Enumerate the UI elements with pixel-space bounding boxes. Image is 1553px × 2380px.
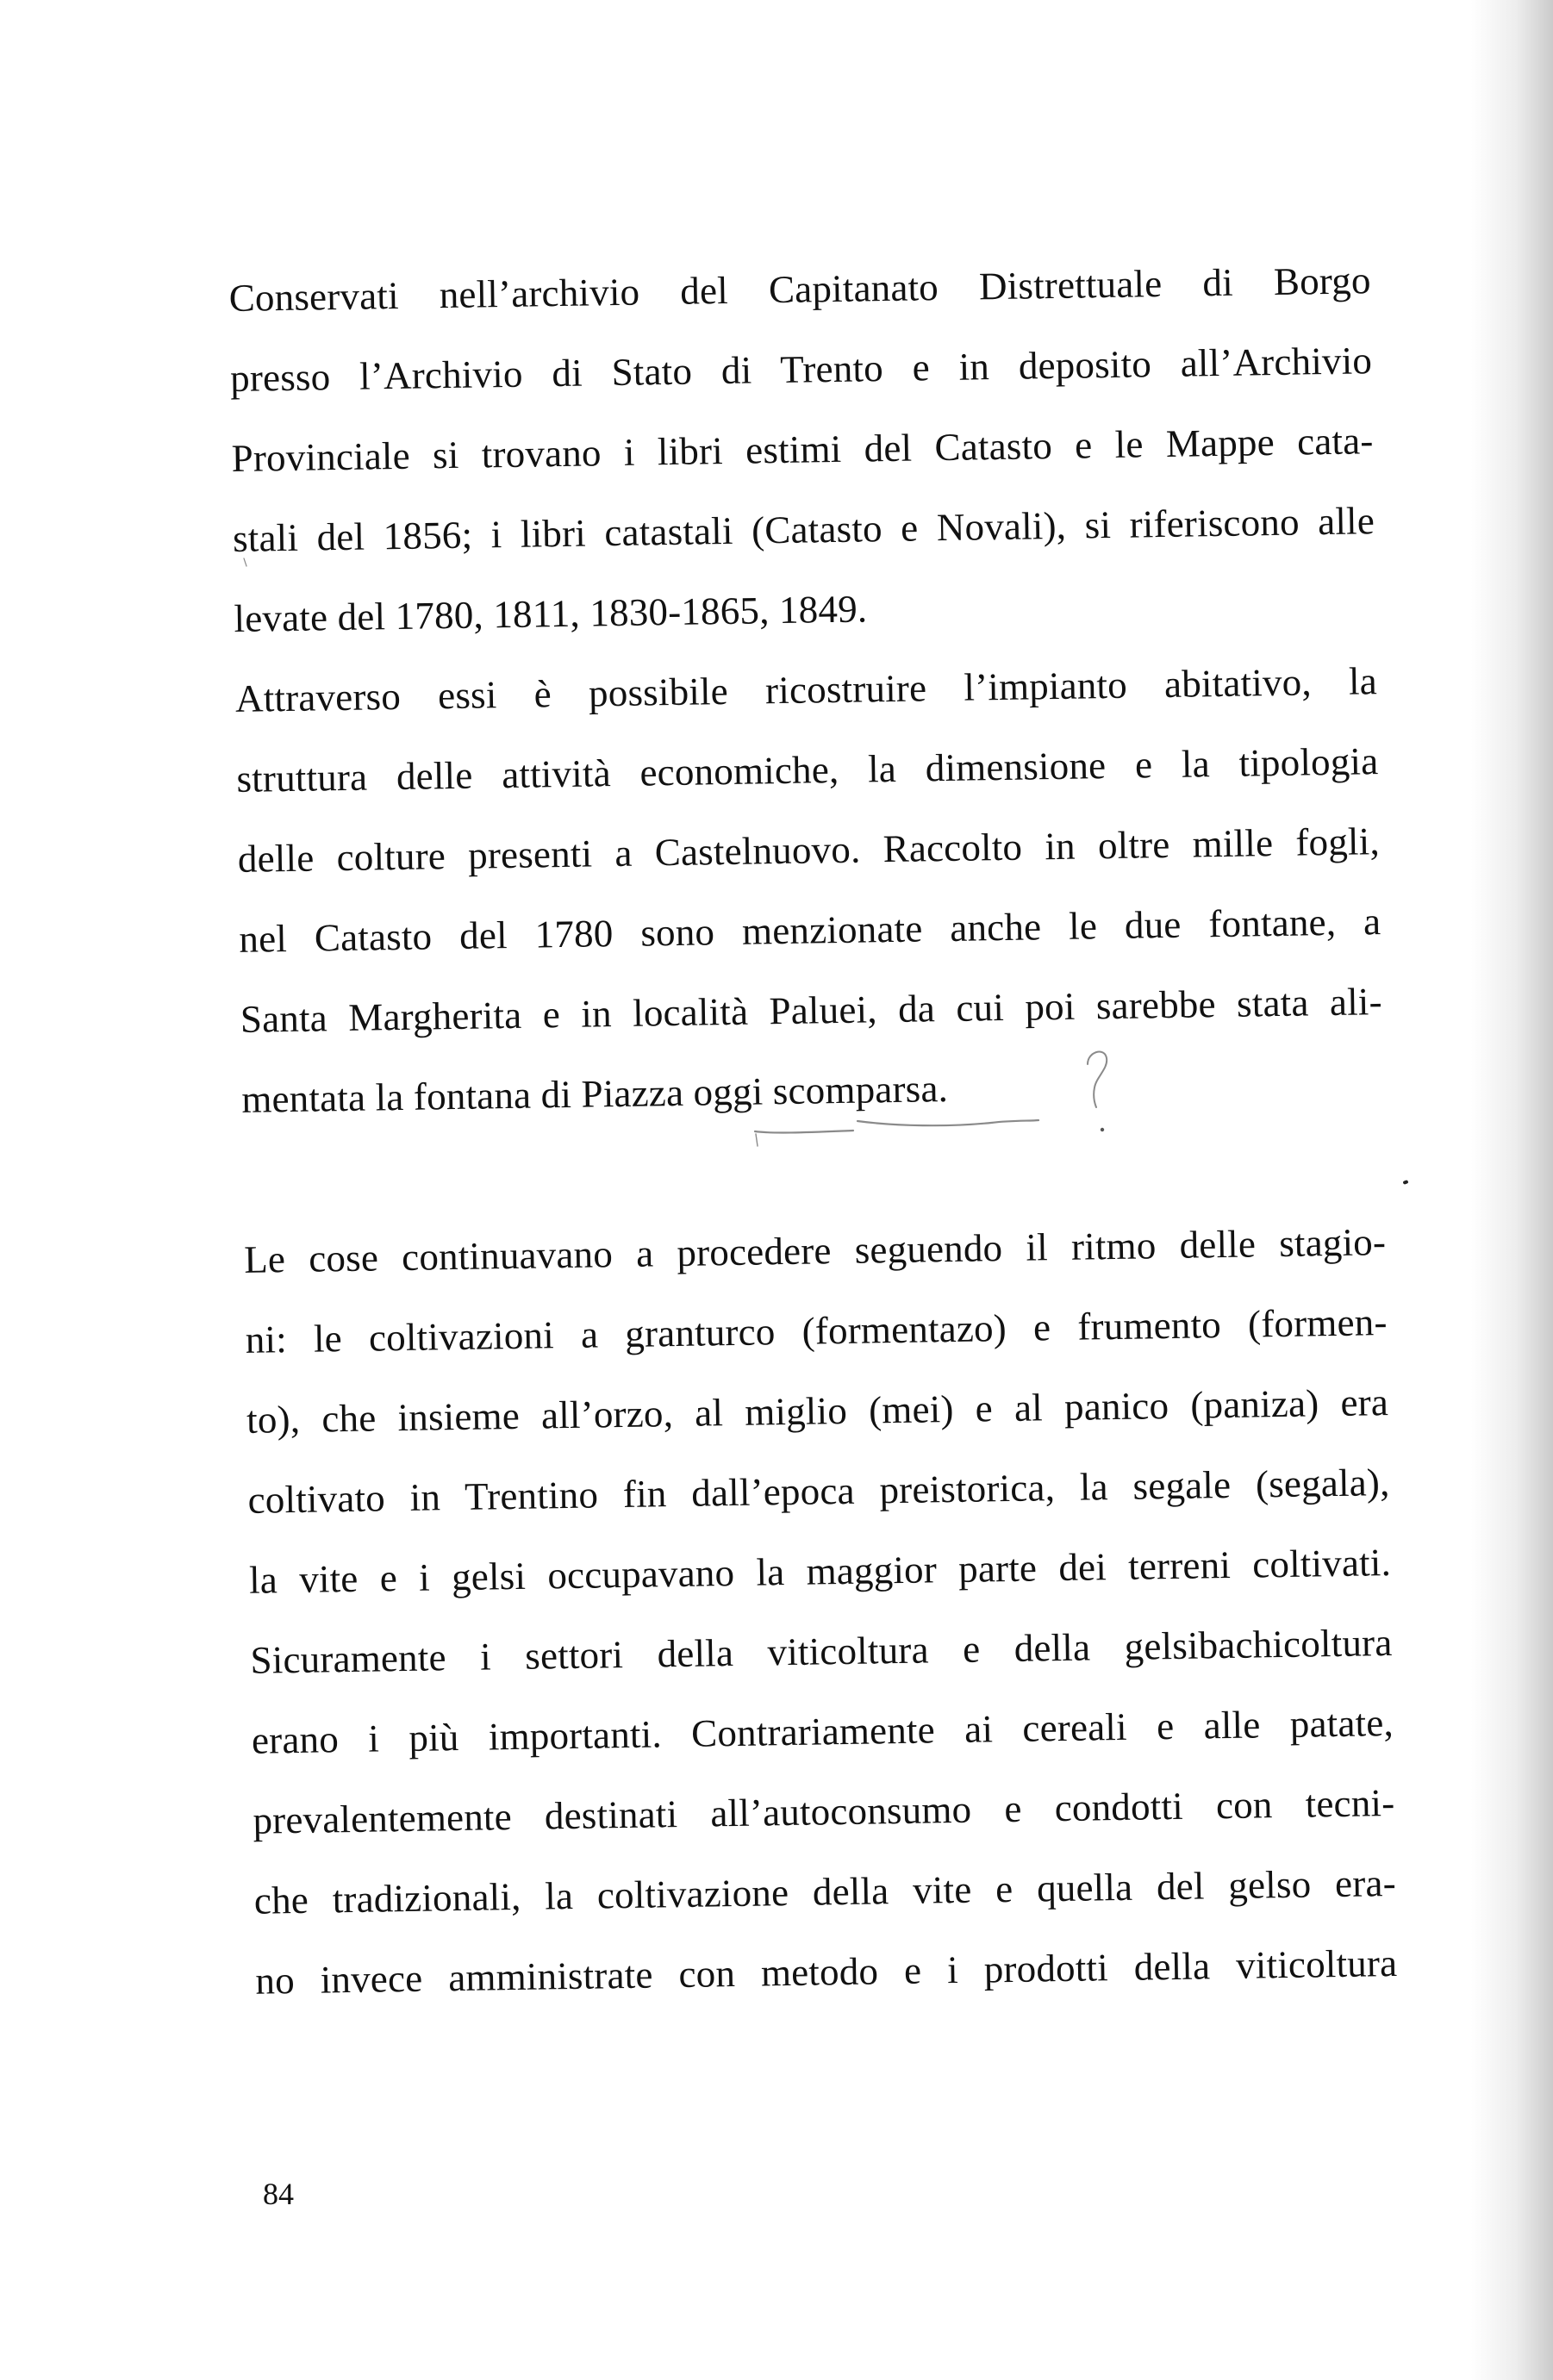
text-line: Conservati nell’archivio del Capitanato Distrettuale di Borgo — [228, 259, 1371, 320]
text-line: che tradizionali, la coltivazione della vite e quella del gelso era- — [253, 1860, 1397, 1922]
text-line: nel Catasto del 1780 sono menzionate anche le due fontane, a — [239, 900, 1381, 961]
text-line: levate del 1780, 1811, 1830-1865, 1849. — [234, 587, 868, 640]
text-line: coltivato in Trentino fin dall’epoca preistorica, la segale (segala), — [247, 1461, 1390, 1522]
text-line: erano i più importanti. Contrariamente ai cereali e alle patate, — [251, 1700, 1394, 1762]
text-line: stali del 1856; i libri catastali (Catasto e Novali), si riferiscono alle — [232, 499, 1375, 560]
text-line: to), che insieme all’orzo, al miglio (mei) e al panico (paniza) era — [246, 1380, 1389, 1442]
text-line: mentata la fontana di Piazza oggi scomparsa. — [240, 1067, 949, 1121]
page-number: 84 — [263, 2177, 294, 2211]
text-line: no invece amministrate con metodo e i prodotti della viticoltura — [255, 1941, 1398, 2003]
page-edge-shadow — [1471, 0, 1553, 2380]
paragraph-1 — [228, 240, 1376, 659]
text-line: Provinciale si trovano i libri estimi del Catasto e le Mappe cata- — [231, 419, 1374, 480]
text-line: presso l’Archivio di Stato di Trento e in deposito all’Archivio — [229, 339, 1373, 400]
text-line: Le cose continuavano a procedere seguendo il ritmo delle stagio- — [243, 1220, 1387, 1281]
paragraph-2 — [234, 641, 1384, 1140]
text-line: Attraverso essi è possibile ricostruire l’impianto abitativo, la — [234, 659, 1378, 720]
text-line: struttura delle attività economiche, la dimensione e la tipologia — [236, 739, 1379, 801]
text-line: la vite e i gelsi occupavano la maggior parte dei terreni coltivati. — [248, 1541, 1392, 1602]
text-line: Santa Margherita e in località Paluei, da cui poi sarebbe stata ali- — [240, 980, 1383, 1041]
text-line: delle colture presenti a Castelnuovo. Raccolto in oltre mille fogli, — [237, 819, 1381, 881]
text-line: ni: le coltivazioni a granturco (formentazo) e frumento (formen- — [245, 1300, 1388, 1361]
paragraph-3 — [244, 1202, 1398, 2022]
body-text — [228, 240, 1398, 2022]
text-line: prevalentemente destinati all’autoconsumo e condotti con tecni- — [253, 1780, 1395, 1842]
text-line: Sicuramente i settori della viticoltura e della gelsibachicoltura — [250, 1620, 1393, 1682]
ink-speck — [1402, 1180, 1408, 1185]
